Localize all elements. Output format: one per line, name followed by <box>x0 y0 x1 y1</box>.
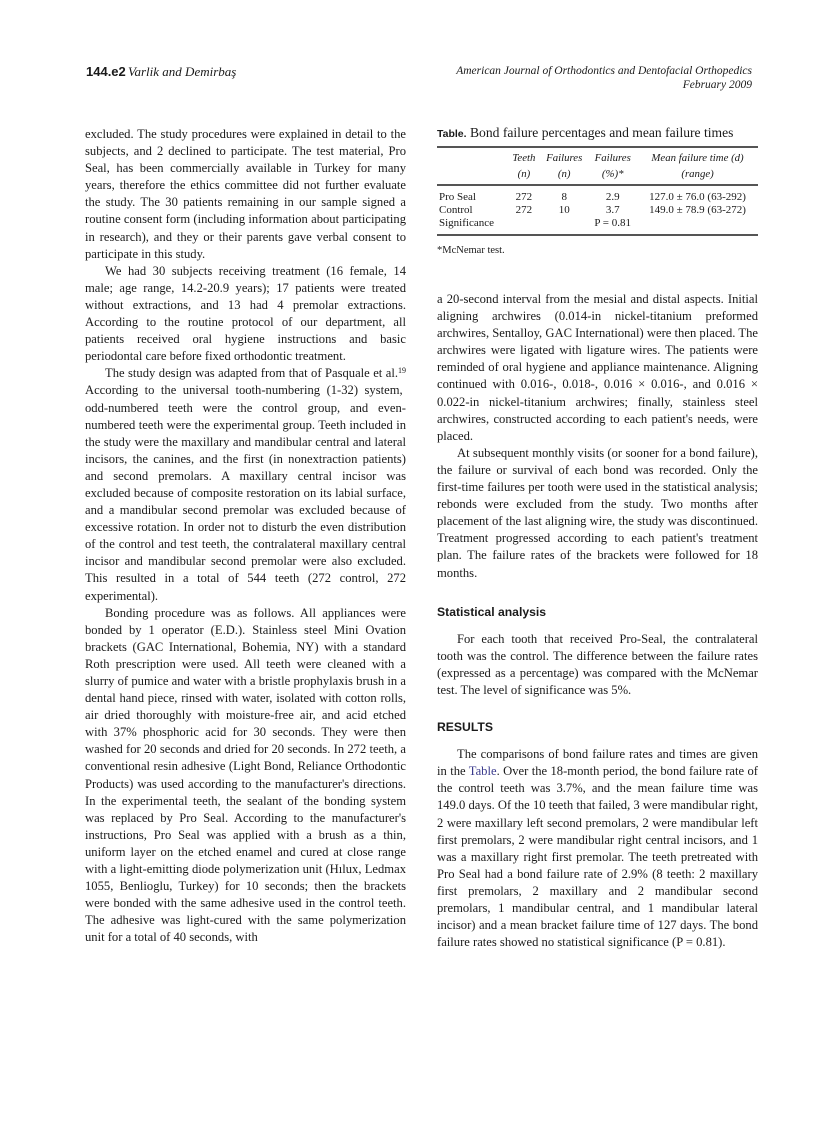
data-table: Teeth Failures Failures Mean failure time (d) (n) (n) (%)* (range) Pro Seal 272 8 2.9 127.0 ± 76.0 (63-292) Control 272 10 3.7 149.0 ± 78.9 (63-272) Significance P = 0.81 <box>437 146 758 236</box>
journal-info <box>456 64 752 92</box>
paragraph: Bonding procedure was as follows. All appliances were bonded by 1 operator (E.D.). Stainless steel Mini Ovation brackets (GAC International, Bohemia, NY) with a standard Roth prescription were used. All teeth were cleaned with a slurry of pumice and water with a bristle prophylaxis brush in a dental hand piece, rinsed with water, isolated with cotton rolls, air dried thoroughly with moisture-free air, and acid etched with 37% phosphoric acid for 30 seconds. They were then washed for 20 seconds and dried for 20 seconds. In 272 teeth, a conventional resin adhesive (Light Bond, Reliance Orthodontic Products) was used according to the manufacturer's directions. In the experimental teeth, the sealant of the bonding system was replaced by Pro Seal. According to the manufacturer's instructions, Pro Seal was applied with a brush as a thin, uniform layer on the etched enamel and cured at close range with a light-emitting diode polymerization unit (Hılux, Ledmax 1055, Benlioglu, Turkey) for 10 seconds; then the brackets were bonded with the same adhesive used in the control teeth. The adhesive was light-cured with the same polymerization unit for a total of 40 seconds, with <box>85 605 406 945</box>
table-link[interactable]: Table <box>468 764 497 779</box>
col-header-failures-n: Failures <box>540 147 588 168</box>
journal-issue: February 2009 <box>682 79 752 91</box>
paragraph: The comparisons of bond failure rates and times are given in the Table. Over the 18-month period, the bond failure rate of the control teeth was 3.7%, and the mean failure time was 149.0 days. Of the 10 teeth that failed, 3 were mandibular right, 2 were maxillary left second premolars, 2 were mandibular left first premolars, 2 were mandibular right central incisors, and 1 was a maxillary right first premolar. The teeth pretreated with Pro Seal had a bond failure rate of 2.9% (8 teeth: 2 maxillary first premolars, 2 maxillary and 2 mandibular second premolars, 1 mandibular central, and 1 mandibular lateral incisor) and a mean bracket failure time of 127 days. The bond failure rates showed no statistical significance (P = 0.81). <box>437 747 758 950</box>
section-heading-results: RESULTS <box>437 720 493 735</box>
table-caption <box>437 126 758 141</box>
paragraph: a 20-second interval from the mesial and distal aspects. Initial aligning archwires (0.014-in nickel-titanium preformed archwires, Sentalloy, GAC International) were then placed. The archwires were ligated with ligature wires. The patients were reminded of oral hygiene and appliance maintenance. Aligning continued with 0.016-, 0.018-, 0.016 × 0.016-, and 0.016 × 0.022-in nickel-titanium archwires; finally, stainless steel archwires, constructed according to each patient's needs, were placed. <box>437 292 758 443</box>
table-label: Table. <box>437 128 467 140</box>
running-authors: Varlik and Demirbaş <box>128 64 237 79</box>
paragraph: For each tooth that received Pro-Seal, the contralateral tooth was the control. The difference between the failure rates (expressed as a percentage) was compared with the McNemar test. The level of significance was 5%. <box>437 631 758 697</box>
running-header <box>86 64 752 94</box>
page-number: 144.e2 <box>86 64 126 79</box>
paragraph: We had 30 subjects receiving treatment (16 female, 14 male; age range, 14.2-20.9 years); 17 patients were treated without extractions, and 13 had 4 premolar extractions. According to the routine protocol of our department, all patients received oral hygiene instructions and basic periodontal care before fixed orthodontic treatment. <box>85 263 406 364</box>
left-column <box>85 126 406 947</box>
col-header-mean-time: Mean failure time (d) <box>637 147 758 168</box>
section-heading-statistical-analysis: Statistical analysis <box>437 604 547 619</box>
paragraph: excluded. The study procedures were explained in detail to the subjects, and 2 declined to participate. The test material, Pro Seal, has been commercially available in Turkey for many years, therefore the ethics committee did not further evaluate the study. The 30 patients remaining in our sample signed a routine consent form (including information about participating in research), and they or their parents gave verbal consent to participate in this study. <box>85 127 406 261</box>
col-header-failures-pct: Failures <box>588 147 637 168</box>
reference-link[interactable]: 19 <box>398 366 406 376</box>
results-table <box>437 126 758 257</box>
table-row: Control 272 10 3.7 149.0 ± 78.9 (63-272) <box>439 204 746 216</box>
col-header-teeth: Teeth <box>508 147 540 168</box>
table-row: Significance P = 0.81 <box>437 217 758 235</box>
table-footnote: *McNemar test. <box>437 245 505 256</box>
right-column <box>437 126 758 951</box>
journal-title: American Journal of Orthodontics and Dentofacial Orthopedics <box>456 65 752 77</box>
table-title: Bond failure percentages and mean failure times <box>469 125 734 140</box>
table-row: Pro Seal 272 8 2.9 127.0 ± 76.0 (63-292) <box>439 191 746 203</box>
paragraph: At subsequent monthly visits (or sooner for a bond failure), the failure or survival of each bond was recorded. Only the first-time failures per tooth were used in the statistical analysis; rebonds were excluded from the study. Two months after placement of the last aligning wire, the study was discontinued. Treatment progressed according to each patient's treatment plan. The failure rates of the brackets were followed for 18 months. <box>437 445 758 580</box>
paragraph: The study design was adapted from that of Pasquale et al.$^{19}$ According to the universal tooth-numbering (1-32) system, odd-numbered teeth were the control group, and even-numbered teeth were the experimental group. Teeth included in the study were the maxillary and mandibular central and lateral incisors, the canines, and the first (in nonextraction patients) and second premolars. A maxillary central incisor was excluded because of composite restoration on its labial surface, and a mandibular second premolar was excluded because of excessive rotation. In order not to disturb the even distribution of the control and test teeth, the contralateral maxillary central incisor and mandibular second premolar were also excluded. This resulted in a total of 544 teeth (272 control, 272 experimental). <box>85 366 406 603</box>
